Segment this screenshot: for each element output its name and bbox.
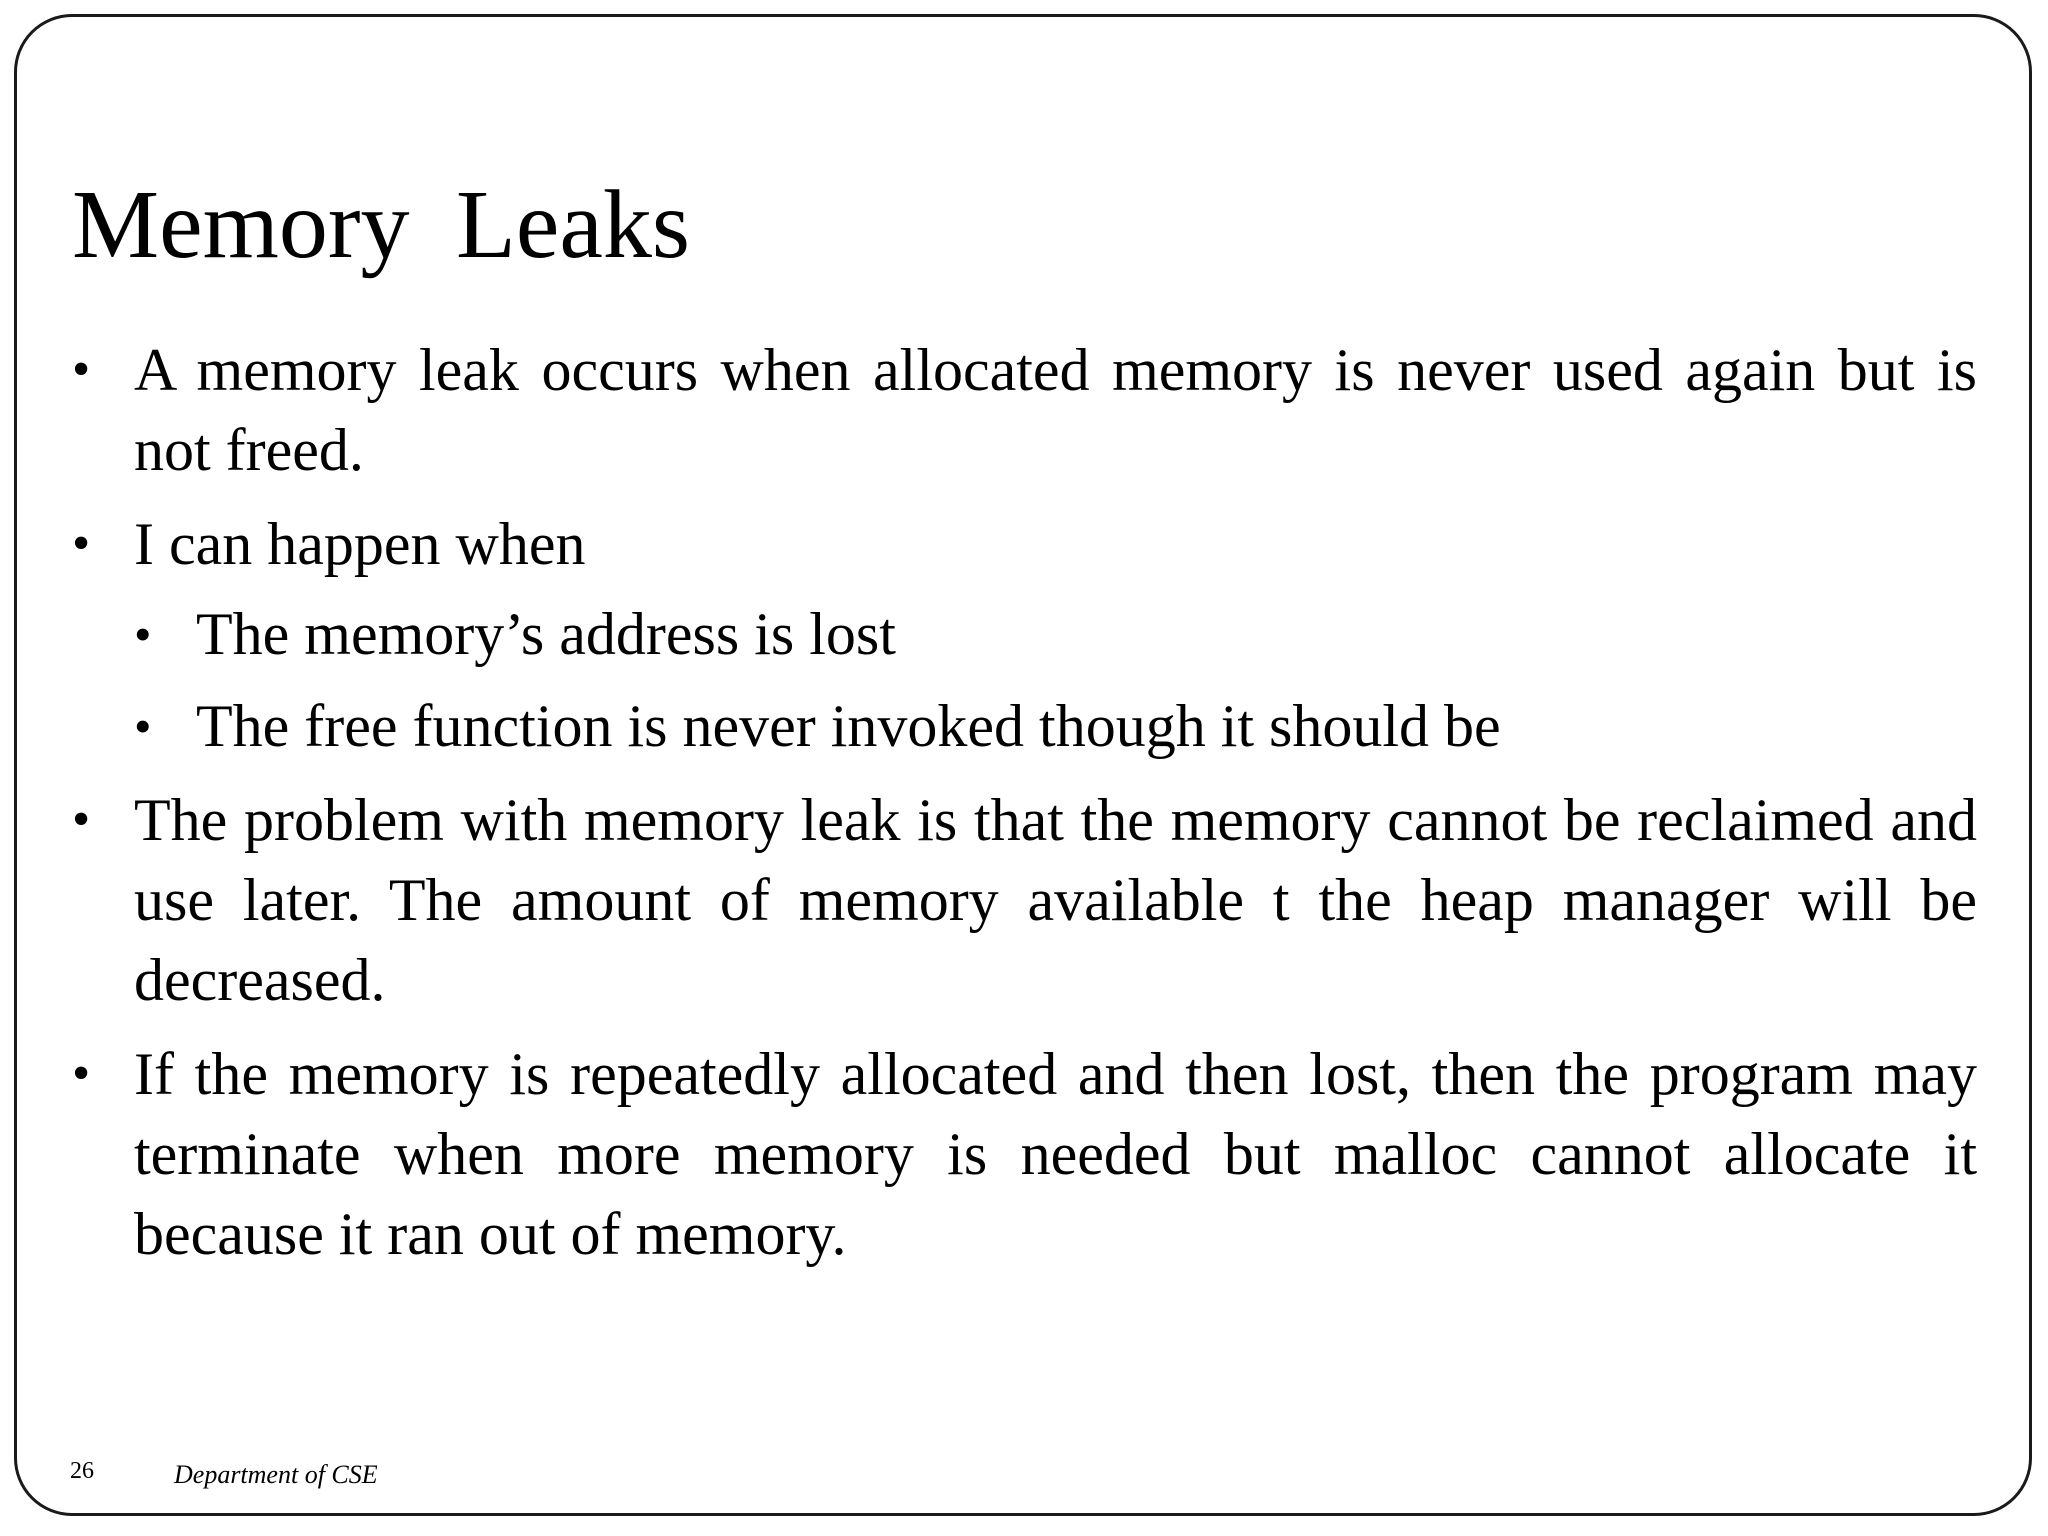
bullet-list	[72, 330, 1977, 1288]
department-label: Department of CSE	[174, 1460, 378, 1489]
sub-bullet-item	[134, 594, 1977, 674]
bullet-item	[72, 504, 1977, 766]
slide-title: Memory Leaks	[72, 171, 690, 279]
bullet-item	[72, 1034, 1977, 1274]
bullet-item	[72, 330, 1977, 490]
bullet-text: I can happen when	[134, 511, 586, 577]
bullet-text: A memory leak occurs when allocated memory is never used again but is not freed.	[134, 337, 1977, 483]
sub-bullet-text: The free function is never invoked though it should be	[196, 693, 1501, 759]
sub-bullet-text: The memory’s address is lost	[196, 601, 896, 667]
sub-bullet-item	[134, 686, 1977, 766]
bullet-text: If the memory is repeatedly allocated and then lost, then the program may terminate when more memory is needed but malloc cannot allocate it because it ran out of memory.	[134, 1041, 1977, 1267]
bullet-text: The problem with memory leak is that the memory cannot be reclaimed and use later. The amount of memory available t the heap manager will be decreased.	[134, 787, 1977, 1013]
sub-bullet-list	[134, 594, 1977, 766]
bullet-item	[72, 780, 1977, 1020]
page-number: 26	[70, 1458, 94, 1484]
